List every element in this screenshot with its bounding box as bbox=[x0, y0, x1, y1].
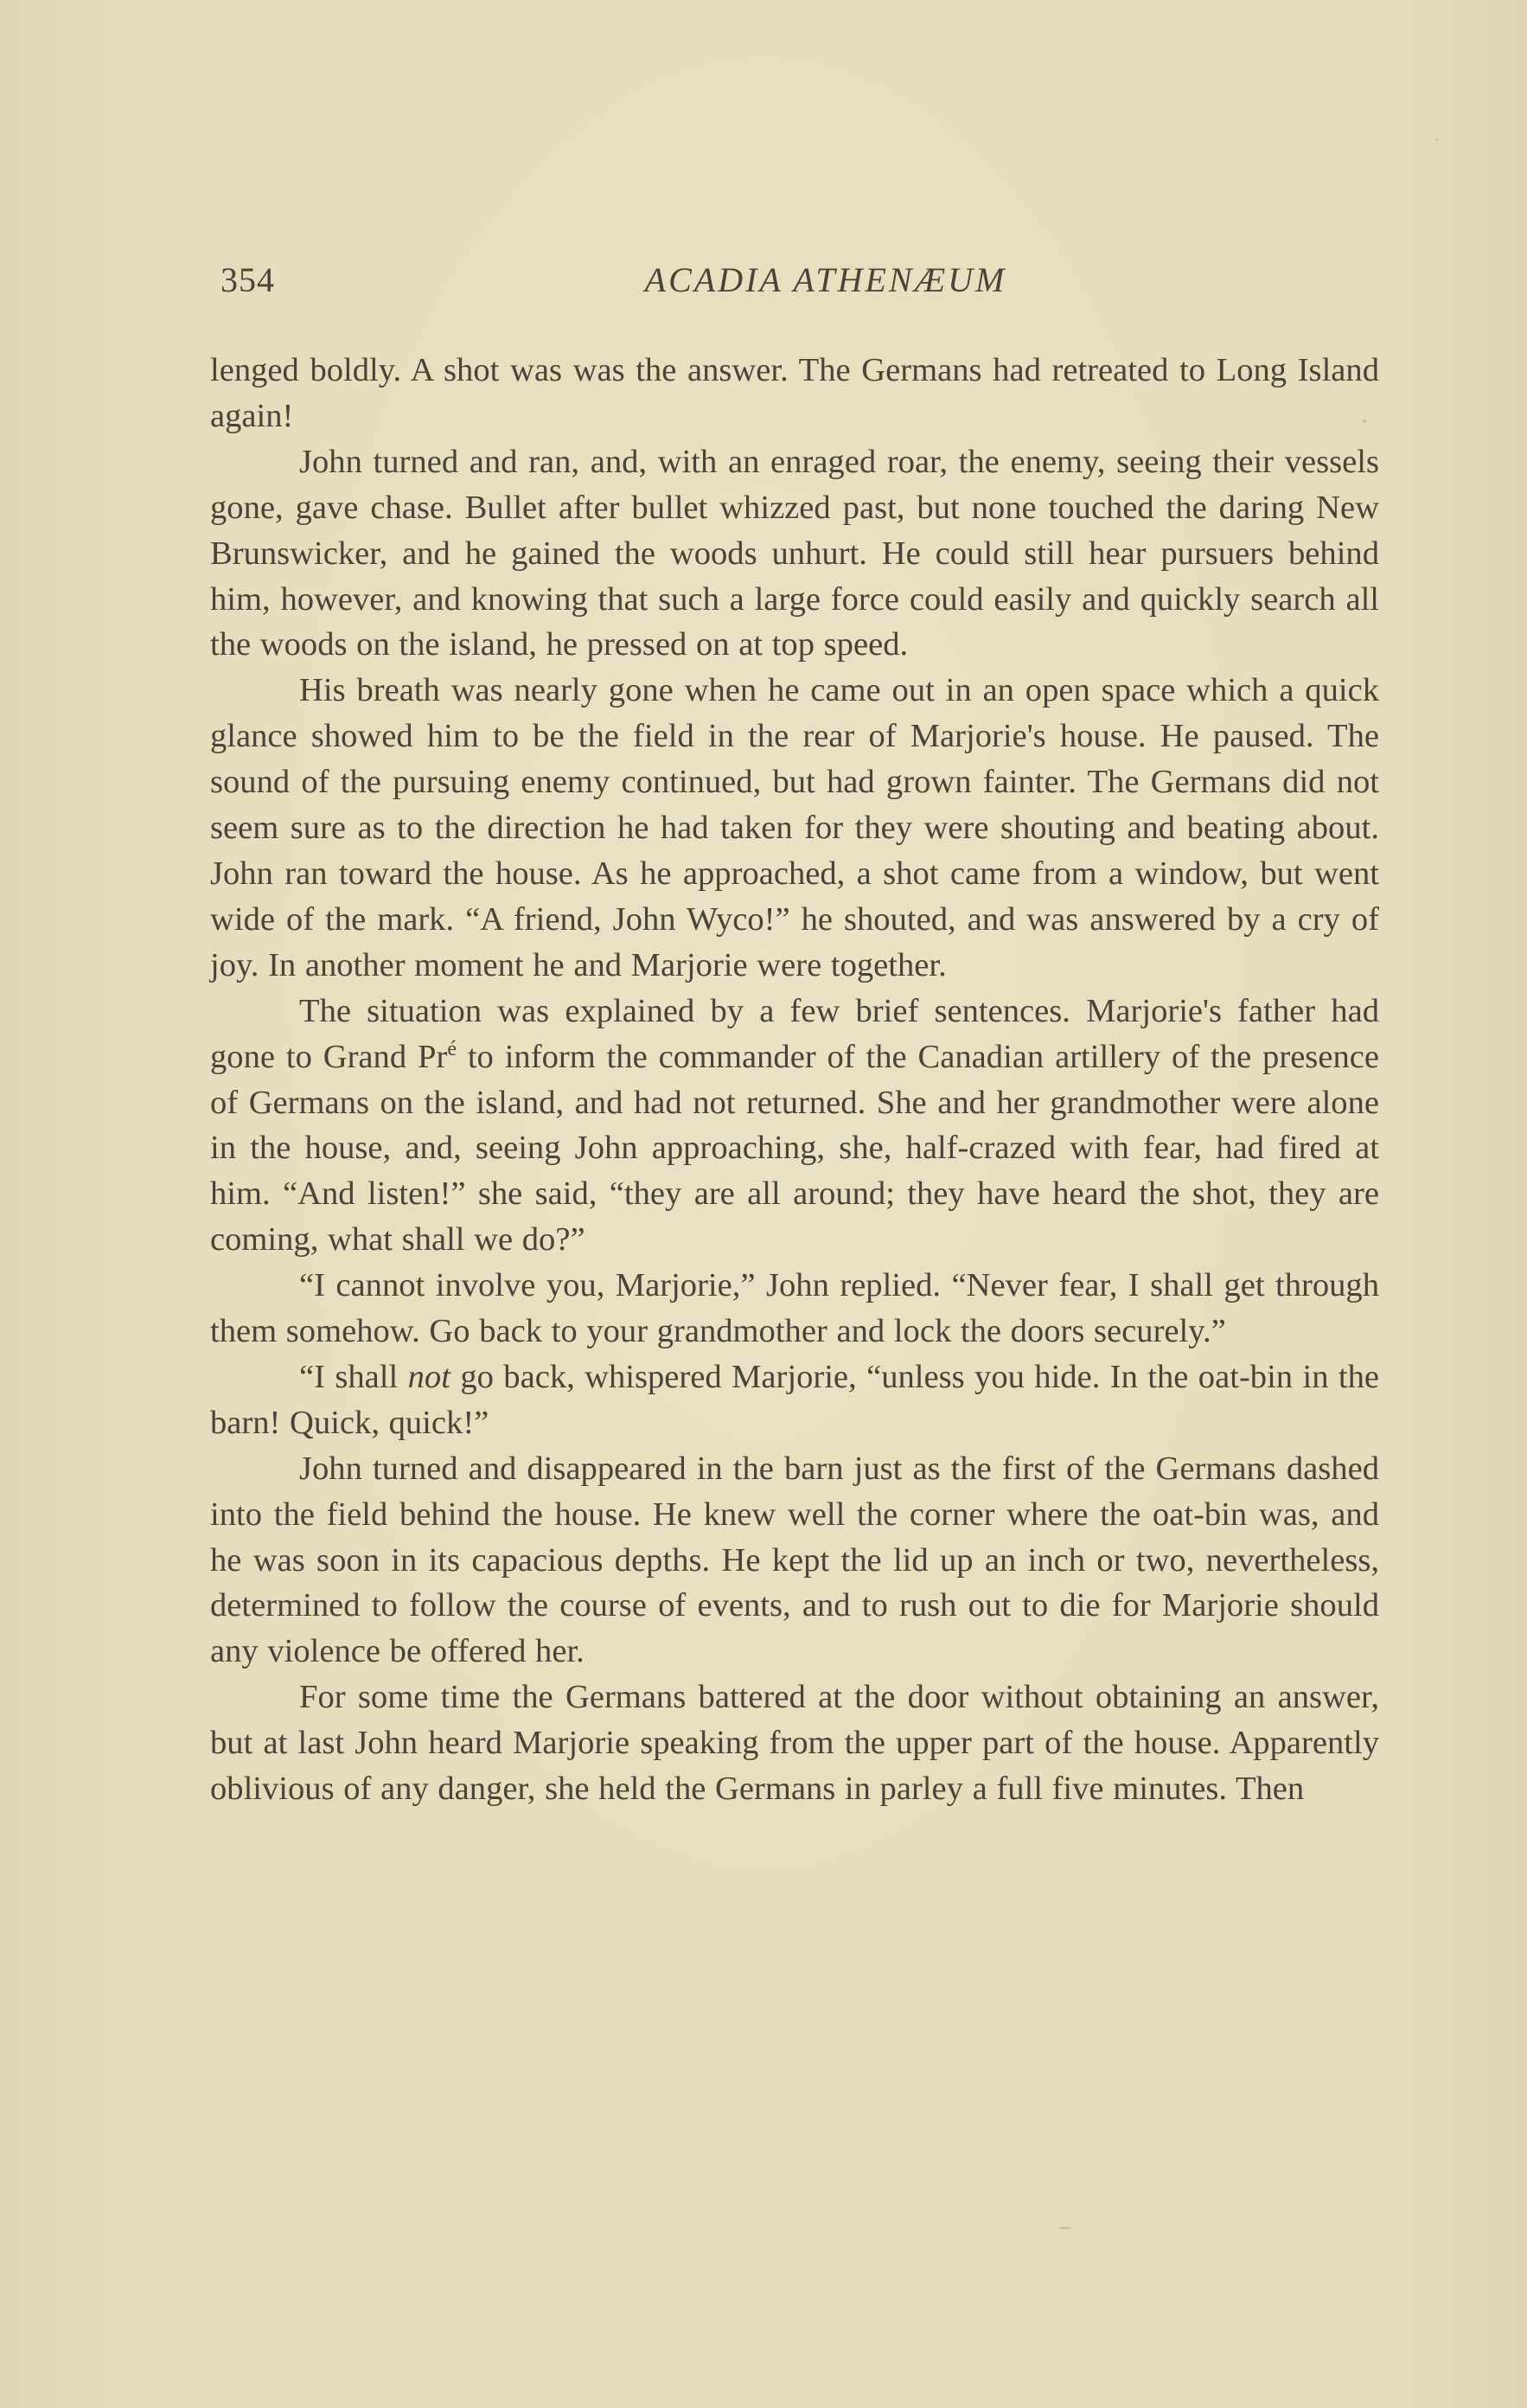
paragraph: For some time the Germans battered at the door without obtaining an answer, but at last John heard Marjorie speaking from the upper part of the house. Apparently oblivious of any danger, she held the Germans in parley a full five minutes. Then bbox=[210, 1679, 1379, 1808]
running-head bbox=[220, 259, 1383, 311]
paragraph-text: go back, whispered Marjorie, “unless you hide. In the oat-bin in the barn! Quick, quick!” bbox=[210, 1358, 1380, 1441]
paragraph-text: “I shall bbox=[299, 1358, 408, 1395]
paragraph-text: The situation was explained by a few brief sentences. Marjorie's father had gone to Grand Pr bbox=[210, 992, 1379, 1075]
paper-spot bbox=[1363, 419, 1366, 423]
paper-spot bbox=[1059, 2227, 1071, 2229]
paragraph: John turned and disappeared in the barn just as the first of the Germans dashed into the field behind the house. He knew well the corner where the oat-bin was, and he was soon in its capacious depths. He kept the lid up an inch or two, nevertheless, determined to follow the course of events, and to rush out to die for Marjorie should any violence be offered her. bbox=[210, 1450, 1379, 1670]
paragraph-continued: lenged boldly. A shot was was the answer. The Germans had retreated to Long Island again! bbox=[210, 352, 1379, 434]
paper-spot bbox=[1435, 138, 1438, 141]
running-title: ACADIA ATHENÆUM bbox=[644, 260, 1007, 299]
paragraph-text: to inform the commander of the Canadian artillery of the presence of Germans on the island, and had not returned. She and her grandmother were alone in the house, and, seeing John approaching, she, half-crazed with fear, had fired at him. “And listen!” she said, “they are all around; they have heard the shot, they are coming, what shall we do?” bbox=[210, 1038, 1379, 1258]
body-text bbox=[210, 348, 1379, 1812]
paragraph bbox=[210, 1354, 1379, 1446]
superscript-e: é bbox=[447, 1037, 457, 1060]
paragraph: His breath was nearly gone when he came out in an open space which a quick glance showed him to be the field in the rear of Marjorie's house. He paused. The sound of the pursuing enemy continued, but had grown fainter. The Germans did not seem sure as to the direction he had taken for they were shouting and beating about. John ran toward the house. As he approached, a shot came from a window, but went wide of the mark. “A friend, John Wyco!” he shouted, and was answered by a cry of joy. In another moment he and Marjorie were together. bbox=[210, 672, 1379, 983]
emphasized-word: not bbox=[407, 1358, 450, 1395]
paragraph bbox=[210, 989, 1379, 1263]
paragraph: “I cannot involve you, Marjorie,” John replied. “Never fear, I shall get through them somehow. Go back to your grandmother and lock the doors securely.” bbox=[210, 1267, 1379, 1350]
page-number: 354 bbox=[220, 260, 275, 299]
paragraph: John turned and ran, and, with an enraged roar, the enemy, seeing their vessels gone, gave chase. Bullet after bullet whizzed past, but none touched the daring New Brunswicker, and he gained the woods unhurt. He could still hear pursuers behind him, however, and knowing that such a large force could easily and quickly search all the woods on the island, he pressed on at top speed. bbox=[210, 443, 1379, 663]
